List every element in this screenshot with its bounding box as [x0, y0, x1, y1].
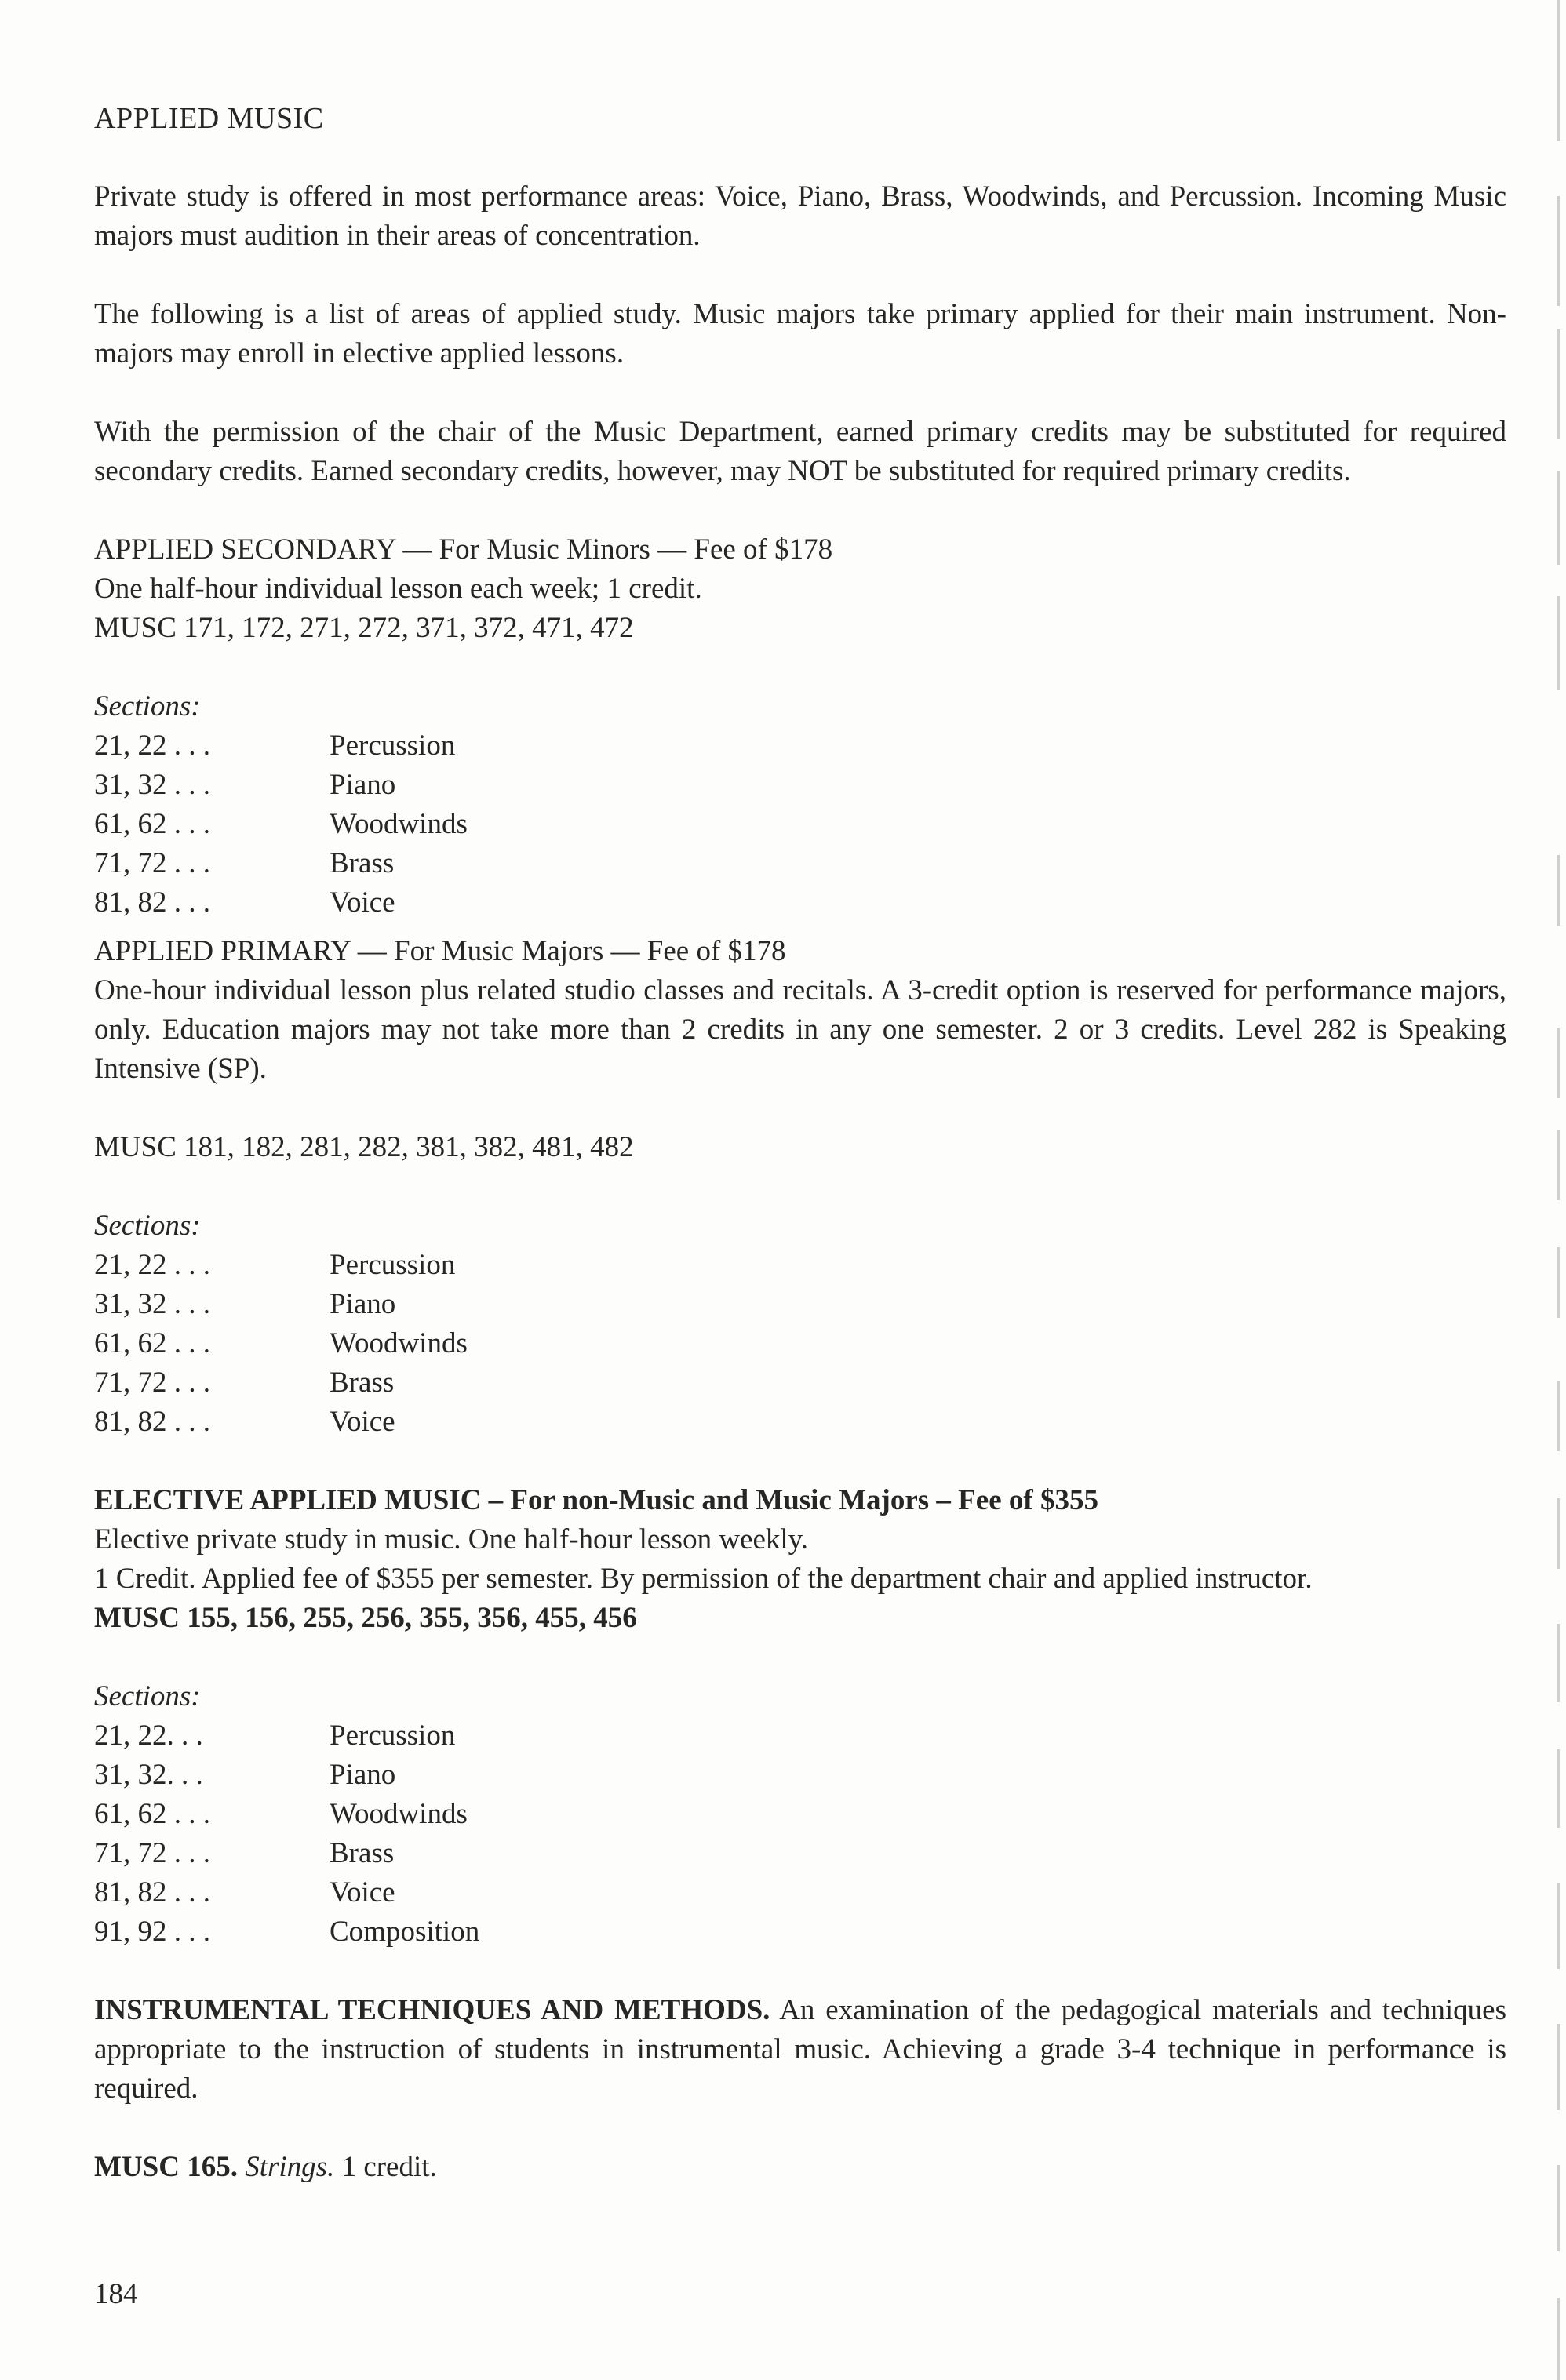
section-area: Percussion — [330, 730, 456, 762]
strings-name: Strings. — [245, 2151, 335, 2183]
secondary-heading: APPLIED SECONDARY — For Music Minors — Fee of $178 — [94, 533, 833, 566]
edge-mark — [1557, 1381, 1560, 1451]
section-row — [94, 1873, 1506, 1912]
secondary-section — [94, 530, 1506, 923]
section-area: Voice — [330, 1406, 395, 1438]
edge-mark — [1557, 1130, 1560, 1200]
section-number: 21, 22. . . — [94, 1719, 203, 1752]
edge-mark — [1557, 1247, 1560, 1318]
sections-label: Sections: — [94, 1680, 201, 1712]
edge-mark — [1557, 2024, 1560, 2110]
section-number: 21, 22 . . . — [94, 1249, 210, 1281]
edge-mark — [1557, 2165, 1560, 2251]
section-row — [94, 1795, 1506, 1834]
section-area: Piano — [330, 769, 396, 801]
section-number: 61, 62 . . . — [94, 808, 210, 840]
edge-mark — [1557, 0, 1560, 141]
strings-credit: 1 credit. — [341, 2151, 437, 2183]
primary-section — [94, 932, 1506, 1442]
section-row — [94, 1716, 1506, 1756]
section-area: Voice — [330, 886, 395, 919]
edge-mark — [1557, 1883, 1560, 1969]
sections-label: Sections: — [94, 690, 201, 722]
edge-mark — [1557, 1498, 1560, 1569]
section-row — [94, 805, 1506, 844]
section-row — [94, 1403, 1506, 1442]
edge-mark — [1557, 596, 1560, 690]
binding-edge — [1542, 0, 1566, 2380]
elective-sections — [94, 1677, 1506, 1952]
primary-courses: MUSC 181, 182, 281, 282, 381, 382, 481, 482 — [94, 1131, 634, 1163]
section-row — [94, 1912, 1506, 1952]
edge-mark — [1557, 471, 1560, 565]
section-area: Percussion — [330, 1719, 456, 1752]
instrumental-text: An examination of the pedagogical materials and techniques appropriate to the instruction of students in instrumental music. Achieving a grade 3-4 technique in performance is required. — [94, 1994, 1507, 2105]
section-area: Piano — [330, 1759, 396, 1791]
section-number: 31, 32 . . . — [94, 1288, 210, 1320]
section-row — [94, 1834, 1506, 1873]
page-title: APPLIED MUSIC — [94, 102, 324, 135]
areas-paragraph: The following is a list of areas of applied study. Music majors take primary applied for their main instrument. Non-majors may enroll in elective applied lessons. — [94, 298, 1506, 369]
section-number: 71, 72 . . . — [94, 1366, 210, 1399]
secondary-courses: MUSC 171, 172, 271, 272, 371, 372, 471, 472 — [94, 612, 634, 644]
section-area: Voice — [330, 1876, 395, 1909]
section-number: 81, 82 . . . — [94, 1876, 210, 1909]
instrumental-techniques-paragraph — [94, 1991, 1506, 2109]
elective-heading: ELECTIVE APPLIED MUSIC – For non-Music and Music Majors – Fee of $355 — [94, 1484, 1098, 1516]
page-number: 184 — [94, 2278, 138, 2310]
section-row — [94, 883, 1506, 923]
intro-paragraph: Private study is offered in most performance areas: Voice, Piano, Brass, Woodwinds, and Percussion. Incoming Music majors must audition in their areas of concentration. — [94, 180, 1506, 252]
primary-heading: APPLIED PRIMARY — For Music Majors — Fee of $178 — [94, 935, 786, 967]
elective-fee-note: 1 Credit. Applied fee of $355 per semester. By permission of the department chair and applied instructor. — [94, 1563, 1313, 1595]
strings-code: MUSC 165. — [94, 2151, 238, 2183]
section-number: 71, 72 . . . — [94, 847, 210, 879]
section-row — [94, 1324, 1506, 1363]
secondary-description: One half-hour individual lesson each week; 1 credit. — [94, 573, 702, 605]
section-row — [94, 1363, 1506, 1403]
section-number: 31, 32 . . . — [94, 769, 210, 801]
section-area: Woodwinds — [330, 1798, 468, 1830]
edge-mark — [1557, 1624, 1560, 1702]
document-page — [94, 99, 1506, 2187]
section-number: 81, 82 . . . — [94, 1406, 210, 1438]
section-number: 61, 62 . . . — [94, 1327, 210, 1359]
section-area: Percussion — [330, 1249, 456, 1281]
elective-courses: MUSC 155, 156, 255, 256, 355, 356, 455, 456 — [94, 1602, 637, 1634]
section-area: Woodwinds — [330, 1327, 468, 1359]
section-row — [94, 1285, 1506, 1324]
section-area: Woodwinds — [330, 808, 468, 840]
section-area: Composition — [330, 1916, 480, 1948]
section-number: 61, 62 . . . — [94, 1798, 210, 1830]
edge-mark — [1557, 1028, 1560, 1098]
section-number: 91, 92 . . . — [94, 1916, 210, 1948]
section-number: 31, 32. . . — [94, 1759, 203, 1791]
edge-mark — [1557, 1749, 1560, 1828]
section-row — [94, 1756, 1506, 1795]
section-area: Piano — [330, 1288, 396, 1320]
section-number: 71, 72 . . . — [94, 1837, 210, 1869]
edge-mark — [1557, 329, 1560, 439]
section-number: 81, 82 . . . — [94, 886, 210, 919]
instrumental-heading: INSTRUMENTAL TECHNIQUES AND METHODS. — [94, 1994, 770, 2026]
section-row — [94, 726, 1506, 766]
edge-mark — [1557, 196, 1560, 306]
section-row — [94, 766, 1506, 805]
primary-description: One-hour individual lesson plus related studio classes and recitals. A 3-credit option is reserved for performance majors, only. Education majors may not take more than 2 credits in any one semester. 2 or 3 credits. Level 282 is Speaking Intensive (SP). — [94, 974, 1506, 1085]
elective-section — [94, 1481, 1506, 1952]
section-area: Brass — [330, 1366, 395, 1399]
primary-sections — [94, 1206, 1506, 1442]
section-row — [94, 844, 1506, 883]
edge-mark — [1557, 2298, 1560, 2380]
section-number: 21, 22 . . . — [94, 730, 210, 762]
section-area: Brass — [330, 1837, 395, 1869]
elective-description: Elective private study in music. One half-hour lesson weekly. — [94, 1523, 809, 1556]
section-area: Brass — [330, 847, 395, 879]
sections-label: Sections: — [94, 1210, 201, 1242]
permission-paragraph: With the permission of the chair of the Music Department, earned primary credits may be substituted for required secondary credits. Earned secondary credits, however, may NOT be substituted for required primary credits. — [94, 416, 1506, 487]
secondary-sections — [94, 687, 1506, 923]
section-row — [94, 1246, 1506, 1285]
strings-course — [94, 2148, 1506, 2187]
edge-mark — [1557, 855, 1560, 926]
